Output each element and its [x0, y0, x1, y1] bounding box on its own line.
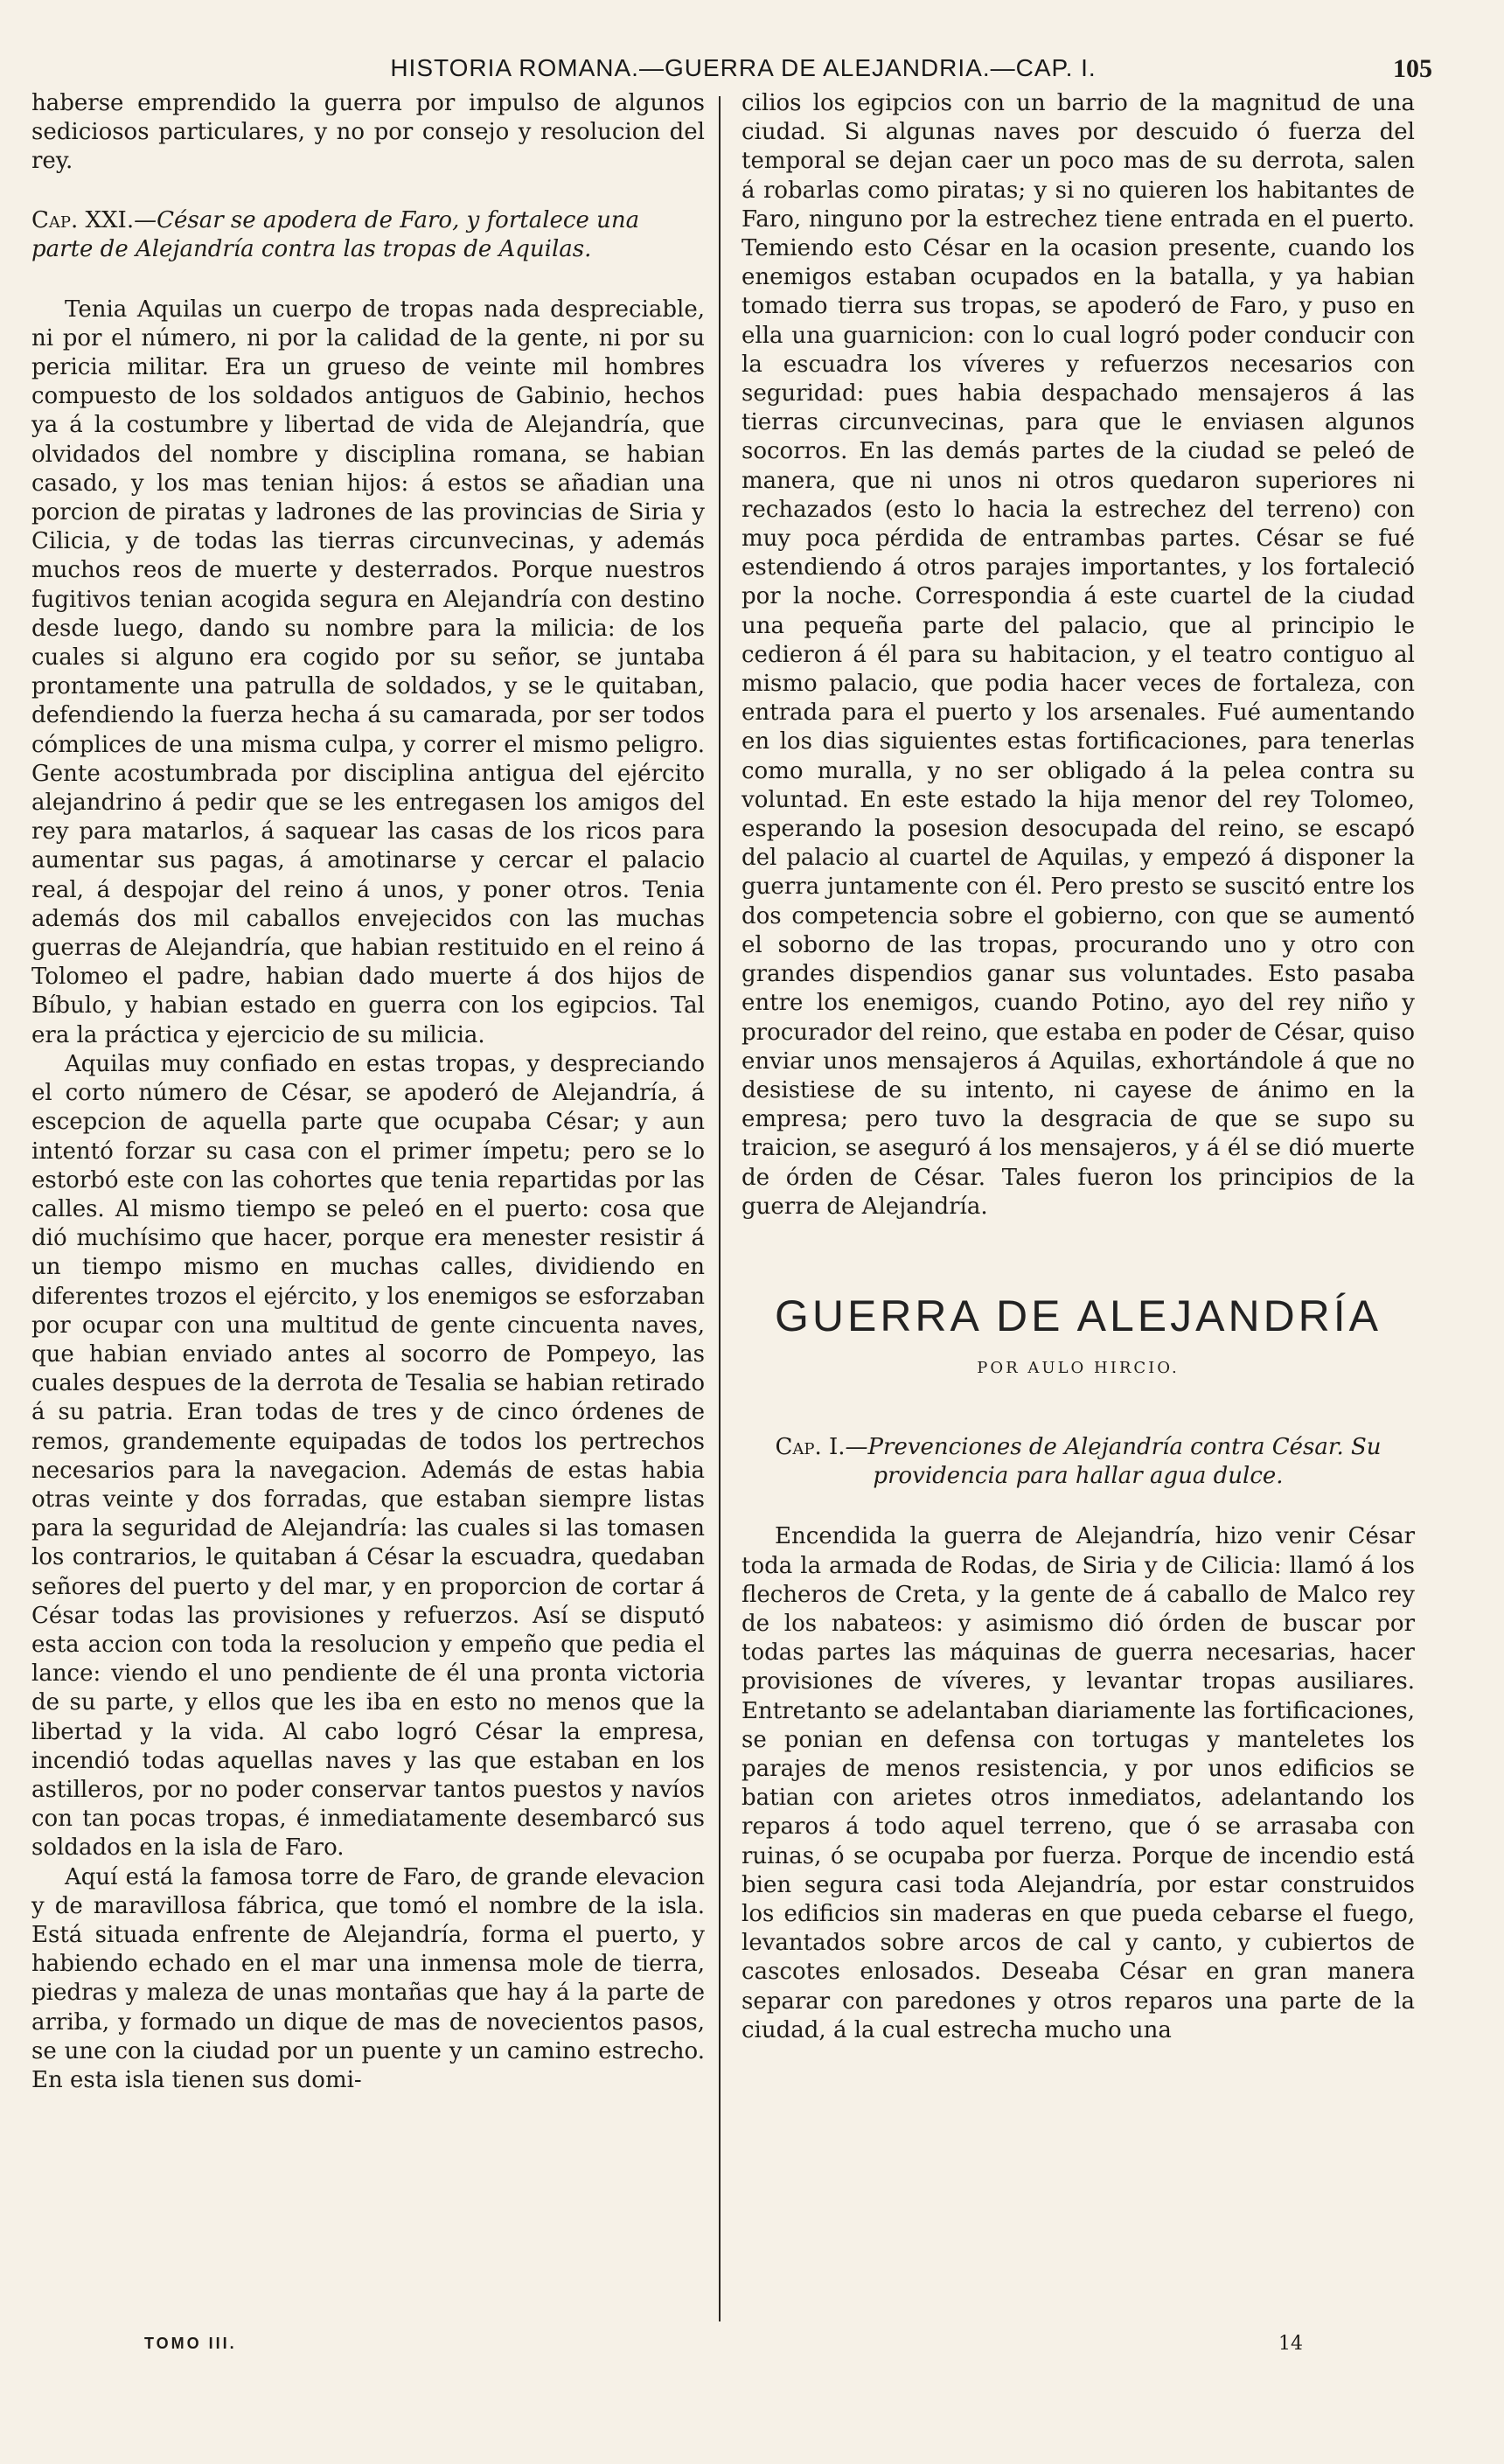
chapter-number: Cap. XXI.: [31, 206, 135, 233]
chapter-summary: —Prevenciones de Alejandría contra César. Su providencia para hallar agua dulce.: [845, 1434, 1382, 1490]
signature-mark: 14: [1278, 2333, 1303, 2355]
paragraph: Aquí está la famosa torre de Faro, de grande elevacion y de maravillosa fábrica, que tomó el nombre de la isla. Está situada enfrente de Alejandría, forma el puerto, y habiendo echado en el mar una inmensa mole de tierra, piedras y maleza de unas montañas que hay á la parte de arriba, y formado un dique de mas de novecientos pasos, se une con la ciudad por un puente y un camino estrecho. En esta isla tienen sus domi-: [31, 1863, 705, 2093]
chapter-number: Cap. I.: [775, 1434, 846, 1461]
paragraph-continuation: cilios los egipcios con un barrio de la magnitud de una ciudad. Si algunas naves por descuido ó fuerza del temporal se dejan caer un poco mas de su derrota, salen á robarlas como piratas; y si no quieren los habitantes de Faro, ninguno por la estrechez tiene entrada en el puerto. Temiendo esto César en la ocasion presente, cuando los enemigos estaban ocupados en la batalla, y ya habian tomado tierra sus tropas, se apoderó de Faro, y puso en ella una guarnicion: con lo cual logró poder conducir con la escuadra los víveres y refuerzos necesarios con seguridad: pues habia despachado mensajeros á las tierras circunvecinas, para que le enviasen algunos socorros. En las demás partes de la ciudad se peleó de manera, que ni unos ni otros quedaron superiores ni rechazados (esto lo hacia la estrechez del terreno) con muy poca pérdida de entrambas partes. César se fué estendiendo á otros parajes importantes, y los fortaleció por la noche. Correspondia á este cuartel de la ciudad una pequeña parte del palacio, que al principio le cedieron á él para su habitacion, y el teatro contiguo al mismo palacio, que podia hacer veces de fortaleza, con entrada para el puerto y los arsenales. Fué aumentando en los dias siguientes estas fortificaciones, para tenerlas como muralla, y no ser obligado á la pelea contra su voluntad. En este estado la hija menor del rey Tolomeo, esperando la posesion desocupada del reino, se escapó del palacio al cuartel de Aquilas, y empezó á disponer la guerra juntamente con él. Pero presto se suscitó entre los dos competencia sobre el gobierno, con que se aumentó el soborno de las tropas, procurando uno y otro con grandes dispendios ganar sus voluntades. Esto pasaba entre los enemigos, cuando Potino, ayo del rey niño y procurador del reino, que estaba en poder de César, quiso enviar unos mensajeros á Aquilas, exhortándole á que no desistiese de su intento, ni cayese de ánimo en la empresa; pero tuvo la desgracia de que se supo su traicion, se aseguró á los mensajeros, y á él se dió muerte de órden de César. Tales fueron los principios de la guerra de Alejandría.: [742, 90, 1415, 1220]
author-line: POR AULO HIRCIO.: [977, 1359, 1180, 1378]
paragraph: Tenia Aquilas un cuerpo de tropas nada despreciable, ni por el número, ni por la calidad de la gente, ni por su pericia militar. Era un grueso de veinte mil hombres compuesto de los soldados antiguos de Gabinio, hechos ya á la costumbre y libertad de vida de Alejandría, que olvidados del nombre y disciplina romana, se habian casado, y los mas tenian hijos: á estos se añadian una porcion de piratas y ladrones de las provincias de Siria y Cilicia, y de todas las tierras circunvecinas, y además muchos reos de muerte y desterrados. Porque nuestros fugitivos tenian acogida segura en Alejandría con destino desde luego, dando su nombre para la milicia: de los cuales si alguno era cogido por su señor, se juntaba prontamente una patrulla de soldados, y se le quitaban, defendiendo la fuerza hecha á su camarada, por ser todos cómplices de una misma culpa, y correr el mismo peligro. Gente acostumbrada por disciplina antigua del ejército alejandrino á pedir que se les entregasen los amigos del rey para matarlos, á saquear las casas de los ricos para aumentar sus pagas, á amotinarse y cercar el palacio real, á despojar del reino á unos, y poner otros. Tenia además dos mil caballos envejecidos con las muchas guerras de Alejandría, que habian restituido en el reino á Tolomeo el padre, habian dado muerte á dos hijos de Bíbulo, y habian estado en guerra con los egipcios. Tal era la práctica y ejercicio de su milicia.: [31, 296, 705, 1048]
paragraph: Encendida la guerra de Alejandría, hizo venir César toda la armada de Rodas, de Siria y de Cilicia: llamó á los flecheros de Creta, y la gente de á caballo de Malco rey de los nabateos: y asimismo dió órden de buscar por todas partes las máquinas de guerra necesarias, hacer provisiones de víveres, y levantar tropas ausiliares. Entretanto se adelantaban diariamente las fortificaciones, se ponian en defensa con tortugas y manteletes los parajes de menos resistencia, y por unos edificios se batian con arietes otros inmediatos, adelantando los reparos á todo aquel terreno, que ó se arrasaba con ruinas, ó se ocupaba por fuerza. Porque de incendio está bien segura casi toda Alejandría, por estar construidos los edificios sin maderas en que pueda cebarse el fuego, levantados sobre arcos de cal y canto, y cubiertos de cascotes enlosados. Deseaba César en gran manera separar con paredones y otros reparos una parte de la ciudad, á la cual estrecha mucho una: [742, 1523, 1415, 2043]
paragraph-continuation: haberse emprendido la guerra por impulso de algunos sediciosos particulares, y no por consejo y resolucion del rey.: [31, 90, 705, 175]
right-column: [742, 89, 1415, 2045]
left-column: [31, 89, 705, 2095]
chapter-summary: —César se apodera de Faro, y fortalece una parte de Alejandría contra las tropas de Aquilas.: [31, 206, 640, 262]
column-divider: [719, 96, 721, 2321]
chapter-heading-xxi: [31, 206, 705, 264]
paragraph: Aquilas muy confiado en estas tropas, y despreciando el corto número de César, se apoderó de Alejandría, á escepcion de aquella parte que ocupaba César; y aun intentó forzar su casa con el primer ímpetu; pero se lo estorbó este con las cohortes que tenia repartidas por las calles. Al mismo tiempo se peleó en el puerto: cosa que dió muchísimo que hacer, porque era menester resistir á un tiempo mismo en muchas calles, dividiendo en diferentes trozos el ejército, y los enemigos se esforzaban por ocupar con una multitud de gente cincuenta naves, que habian enviado antes al socorro de Pompeyo, las cuales despues de la derrota de Tesalia se habian retirado á su patria. Eran todas de tres y de cinco órdenes de remos, grandemente equipadas de todos los pertrechos necesarios para la navegacion. Además de estas habia otras veinte y dos forradas, que estaban siempre listas para la seguridad de Alejandría: las cuales si las tomasen los contrarios, le quitaban á César la escuadra, quedaban señores del puerto y del mar, y en proporcion de cortar á César todas las provisiones y refuerzos. Así se disputó esta accion con toda la resolucion y empeño que pedia el lance: viendo el uno pendiente de él una pronta victoria de su parte, y ellos que les iba en esto no menos que la libertad y la vida. Al cabo logró César la empresa, incendió todas aquellas naves y las que estaban en los astilleros, por no poder conservar tantos puestos y navíos con tan pocas tropas, é inmediatamente desembarcó sus soldados en la isla de Faro.: [31, 1050, 705, 1862]
chapter-heading-i: [742, 1433, 1415, 1491]
work-title: GUERRA DE ALEJANDRÍA: [774, 1291, 1382, 1340]
volume-marker: TOMO III.: [144, 2335, 237, 2352]
running-title: HISTORIA ROMANA.—GUERRA DE ALEJANDRIA.—CAP. I.: [390, 54, 1097, 81]
work-title-block: [742, 1291, 1415, 1382]
page-number: 105: [1393, 54, 1432, 83]
